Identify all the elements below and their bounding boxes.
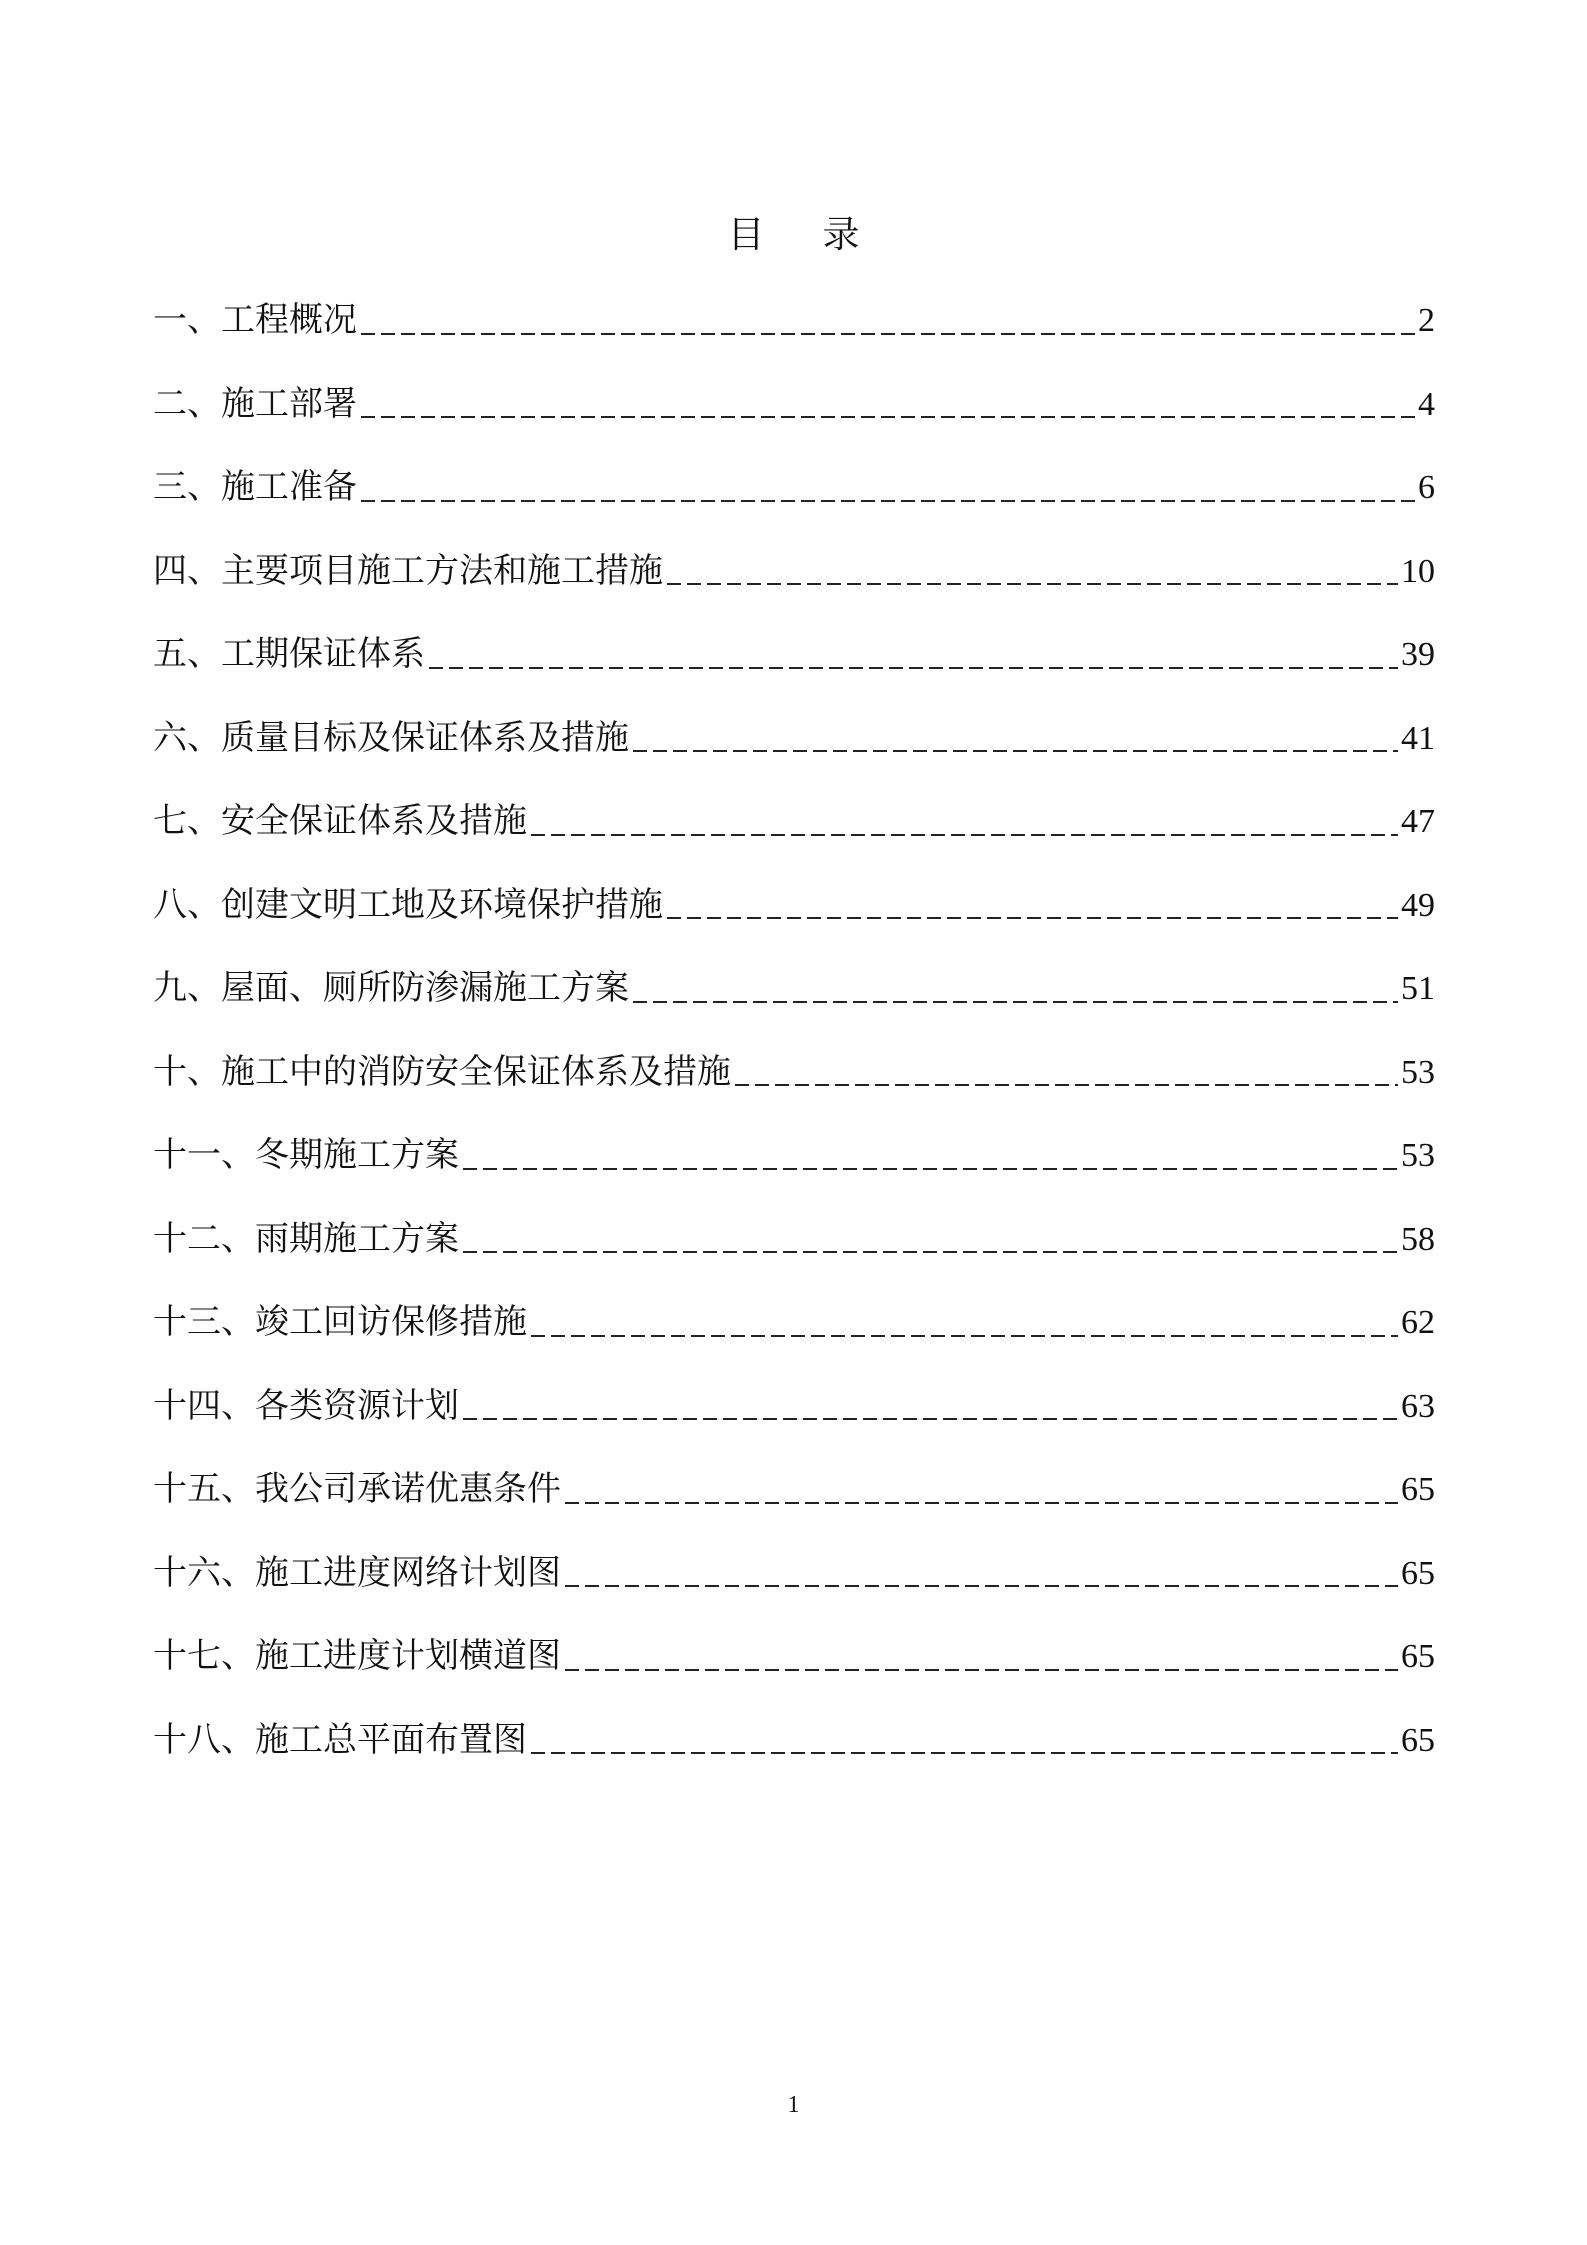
toc-entry[interactable] bbox=[153, 624, 1435, 708]
toc-dot-leader bbox=[633, 750, 1398, 752]
toc-entry-page: 63 bbox=[1401, 1387, 1435, 1425]
toc-entry-page: 4 bbox=[1418, 385, 1435, 423]
toc-dot-leader bbox=[531, 834, 1398, 836]
toc-entry[interactable] bbox=[153, 1125, 1435, 1209]
toc-entry-page: 58 bbox=[1401, 1220, 1435, 1258]
toc-entry-label: 二、施工部署 bbox=[153, 383, 357, 424]
toc-entry[interactable] bbox=[153, 541, 1435, 625]
table-of-contents bbox=[153, 290, 1435, 1793]
toc-entry-label: 十五、我公司承诺优惠条件 bbox=[153, 1469, 561, 1509]
toc-entry[interactable] bbox=[153, 708, 1435, 792]
toc-entry-label: 十八、施工总平面布置图 bbox=[153, 1719, 527, 1760]
toc-entry-page: 47 bbox=[1401, 803, 1435, 840]
toc-dot-leader bbox=[463, 1168, 1398, 1170]
toc-dot-leader bbox=[361, 416, 1415, 418]
toc-entry-label: 六、质量目标及保证体系及措施 bbox=[153, 717, 629, 758]
toc-entry[interactable] bbox=[153, 1042, 1435, 1126]
toc-entry-label: 十三、竣工回访保修措施 bbox=[153, 1302, 527, 1342]
page-title: 目录 bbox=[727, 213, 918, 256]
toc-dot-leader bbox=[531, 1752, 1398, 1754]
toc-dot-leader bbox=[531, 1335, 1398, 1337]
toc-entry[interactable] bbox=[153, 875, 1435, 959]
toc-entry-label: 十六、施工进度网络计划图 bbox=[153, 1552, 561, 1593]
toc-entry[interactable] bbox=[153, 1626, 1435, 1710]
toc-entry[interactable] bbox=[153, 791, 1435, 875]
toc-entry-label: 七、安全保证体系及措施 bbox=[153, 801, 527, 841]
toc-entry-page: 39 bbox=[1401, 636, 1435, 673]
toc-entry-page: 49 bbox=[1401, 886, 1435, 924]
toc-entry-label: 十、施工中的消防安全保证体系及措施 bbox=[153, 1051, 731, 1092]
toc-entry-label: 四、主要项目施工方法和施工措施 bbox=[153, 550, 663, 591]
toc-entry-label: 八、创建文明工地及环境保护措施 bbox=[153, 884, 663, 925]
toc-entry-label: 十七、施工进度计划横道图 bbox=[153, 1636, 561, 1676]
toc-entry[interactable] bbox=[153, 1710, 1435, 1794]
toc-entry-page: 62 bbox=[1401, 1304, 1435, 1341]
toc-dot-leader bbox=[565, 1669, 1398, 1671]
toc-entry-page: 65 bbox=[1401, 1554, 1435, 1592]
toc-dot-leader bbox=[565, 1585, 1398, 1587]
toc-entry[interactable] bbox=[153, 457, 1435, 541]
page-number: 1 bbox=[787, 2092, 800, 2118]
toc-entry[interactable] bbox=[153, 1292, 1435, 1376]
toc-dot-leader bbox=[565, 1502, 1398, 1504]
toc-dot-leader bbox=[667, 583, 1398, 585]
toc-entry[interactable] bbox=[153, 1459, 1435, 1543]
toc-dot-leader bbox=[361, 500, 1415, 502]
toc-entry-page: 65 bbox=[1401, 1471, 1435, 1508]
toc-entry-label: 五、工期保证体系 bbox=[153, 634, 425, 674]
toc-entry-page: 53 bbox=[1401, 1137, 1435, 1174]
toc-entry-page: 51 bbox=[1401, 970, 1435, 1007]
toc-entry-page: 41 bbox=[1401, 719, 1435, 757]
toc-entry[interactable] bbox=[153, 290, 1435, 374]
toc-entry-label: 三、施工准备 bbox=[153, 467, 357, 507]
toc-entry-page: 65 bbox=[1401, 1638, 1435, 1675]
toc-entry-page: 2 bbox=[1418, 302, 1435, 339]
toc-entry-label: 十二、雨期施工方案 bbox=[153, 1218, 459, 1259]
toc-dot-leader bbox=[735, 1084, 1398, 1086]
toc-entry-label: 九、屋面、厕所防渗漏施工方案 bbox=[153, 968, 629, 1008]
toc-entry[interactable] bbox=[153, 374, 1435, 458]
toc-dot-leader bbox=[463, 1251, 1398, 1253]
toc-dot-leader bbox=[429, 667, 1398, 669]
toc-entry-label: 十四、各类资源计划 bbox=[153, 1385, 459, 1426]
toc-entry-page: 10 bbox=[1401, 552, 1435, 590]
toc-entry-page: 6 bbox=[1418, 469, 1435, 506]
toc-entry-page: 53 bbox=[1401, 1053, 1435, 1091]
toc-entry[interactable] bbox=[153, 1543, 1435, 1627]
toc-entry[interactable] bbox=[153, 958, 1435, 1042]
toc-dot-leader bbox=[361, 333, 1415, 335]
toc-dot-leader bbox=[633, 1001, 1398, 1003]
toc-entry-label: 一、工程概况 bbox=[153, 300, 357, 340]
toc-entry[interactable] bbox=[153, 1376, 1435, 1460]
toc-dot-leader bbox=[463, 1418, 1398, 1420]
toc-entry-label: 十一、冬期施工方案 bbox=[153, 1135, 459, 1175]
toc-entry[interactable] bbox=[153, 1209, 1435, 1293]
toc-dot-leader bbox=[667, 917, 1398, 919]
toc-entry-page: 65 bbox=[1401, 1721, 1435, 1759]
